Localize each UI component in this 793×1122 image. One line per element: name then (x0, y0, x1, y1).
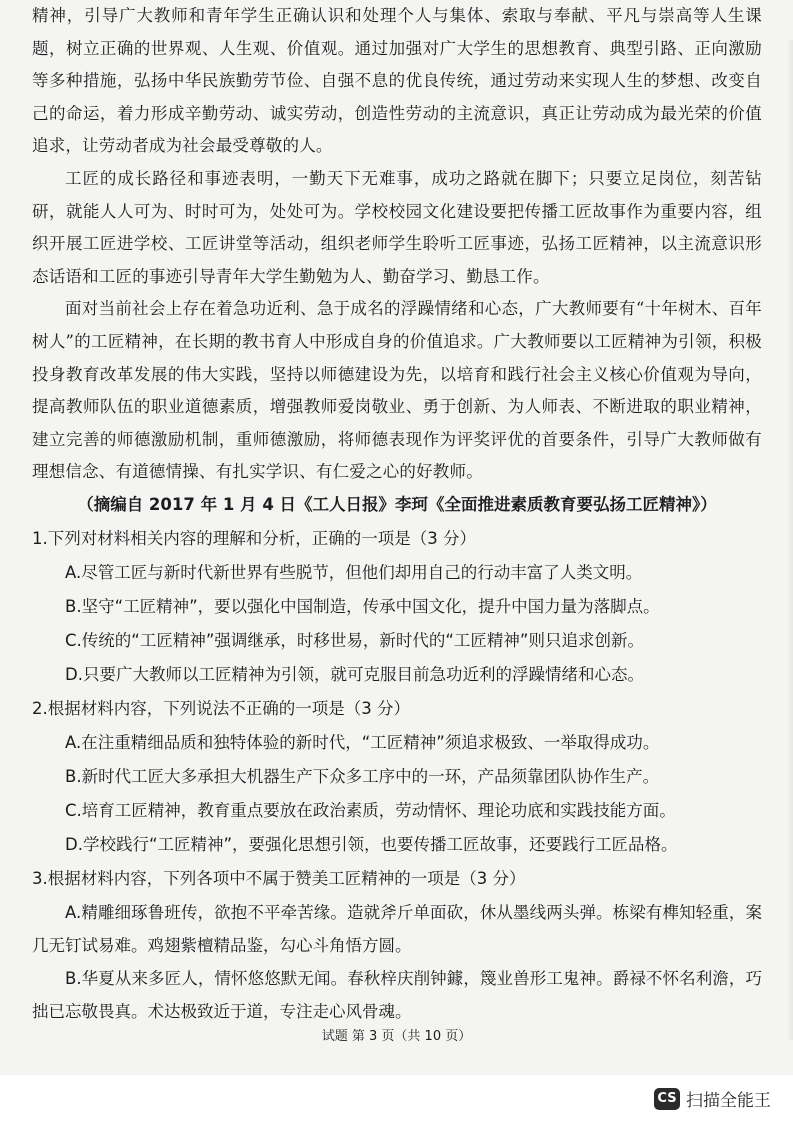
answer-option: D.只要广大教师以工匠精神为引领，就可克服目前急功近利的浮躁情绪和心态。 (65, 664, 644, 684)
question-stem: 2.根据材料内容，下列说法不正确的一项是（3 分） (32, 698, 410, 718)
question-3 (32, 862, 762, 1028)
page-footer: 试题 第 3 页（共 10 页） (321, 1029, 472, 1044)
scan-edge-shadow (787, 40, 793, 1040)
question-1 (32, 522, 762, 692)
answer-option: D.学校践行“工匠精神”，要强化思想引领，也要传播工匠故事，还要践行工匠品格。 (65, 834, 678, 854)
page-content (32, 0, 762, 1028)
answer-option: A.尽管工匠与新时代新世界有些脱节，但他们却用自己的行动丰富了人类文明。 (65, 562, 643, 582)
scanner-watermark (654, 1086, 771, 1111)
passage-paragraph: 工匠的成长路径和事迹表明，一勤天下无难事，成功之路就在脚下；只要立足岗位，刻苦钻研，就能人人可为、时时可为，处处可为。学校校园文化建设要把传播工匠故事作为重要内容，组织开展工匠进学校、工匠讲堂等活动，组织老师学生聆听工匠事迹，弘扬工匠精神，以主流意识形态话语和工匠的事迹引导青年大学生勤勉为人、勤奋学习、勤恳工作。 (32, 168, 762, 286)
camscanner-logo-icon: CS (654, 1088, 680, 1110)
question-stem: 3.根据材料内容，下列各项中不属于赞美工匠精神的一项是（3 分） (32, 868, 526, 888)
passage-paragraph: 面对当前社会上存在着急功近利、急于成名的浮躁情绪和心态，广大教师要有“十年树木、百年树人”的工匠精神，在长期的教书育人中形成自身的价值追求。广大教师要以工匠精神为引领，积极投身教育改革发展的伟大实践，坚持以师德建设为先，以培育和践行社会主义核心价值观为导向，提高教师队伍的职业道德素质，增强教师爱岗敬业、勇于创新、为人师表、不断进取的职业精神，建立完善的师德激励机制，重师德激励，将师德表现作为评奖评优的首要条件，引导广大教师做有理想信念、有道德情操、有扎实学识、有仁爱之心的好教师。 (32, 299, 762, 482)
passage-source: （摘编自 2017 年 1 月 4 日《工人日报》李珂《全面推进素质教育要弘扬工匠精神》） (77, 494, 717, 514)
question-stem: 1.下列对材料相关内容的理解和分析，正确的一项是（3 分） (32, 528, 476, 548)
reading-passage (32, 0, 762, 489)
watermark-text: 扫描全能王 (686, 1091, 771, 1111)
answer-option: B.新时代工匠大多承担大机器生产下众多工序中的一环，产品须靠团队协作生产。 (65, 766, 660, 786)
answer-option: A.精雕细琢鲁班传，欲抱不平牵苦缘。造就斧斤单面砍，休从墨线两头弹。栋梁有榫知轻重，案几无钉试易难。鸡翅紫檀精品鉴，勾心斗角悟方圆。 (32, 902, 762, 955)
passage-paragraph: 精神，引导广大教师和青年学生正确认识和处理个人与集体、索取与奉献、平凡与崇高等人生课题，树立正确的世界观、人生观、价值观。通过加强对广大学生的思想教育、典型引路、正向激励等多种措施，弘扬中华民族勤劳节俭、自强不息的优良传统，通过劳动来实现人生的梦想、改变自己的命运，着力形成辛勤劳动、诚实劳动，创造性劳动的主流意识，真正让劳动成为最光荣的价值追求，让劳动者成为社会最受尊敬的人。 (32, 6, 762, 156)
answer-option: C.传统的“工匠精神”强调继承，时移世易，新时代的“工匠精神”则只追求创新。 (65, 630, 644, 650)
answer-option: B.坚守“工匠精神”，要以强化中国制造，传承中国文化，提升中国力量为落脚点。 (65, 596, 660, 616)
question-list (32, 522, 762, 1028)
answer-option: A.在注重精细品质和独特体验的新时代，“工匠精神”须追求极致、一举取得成功。 (65, 732, 660, 752)
answer-option: C.培育工匠精神，教育重点要放在政治素质，劳动情怀、理论功底和实践技能方面。 (65, 800, 676, 820)
question-2 (32, 692, 762, 862)
answer-option: B.华夏从来多匠人，情怀悠悠默无闻。春秋梓庆削钟鐻，篾业兽形工鬼神。爵禄不怀名利澹，巧拙已忘敬畏真。术达极致近于道，专注走心风骨魂。 (32, 968, 762, 1021)
